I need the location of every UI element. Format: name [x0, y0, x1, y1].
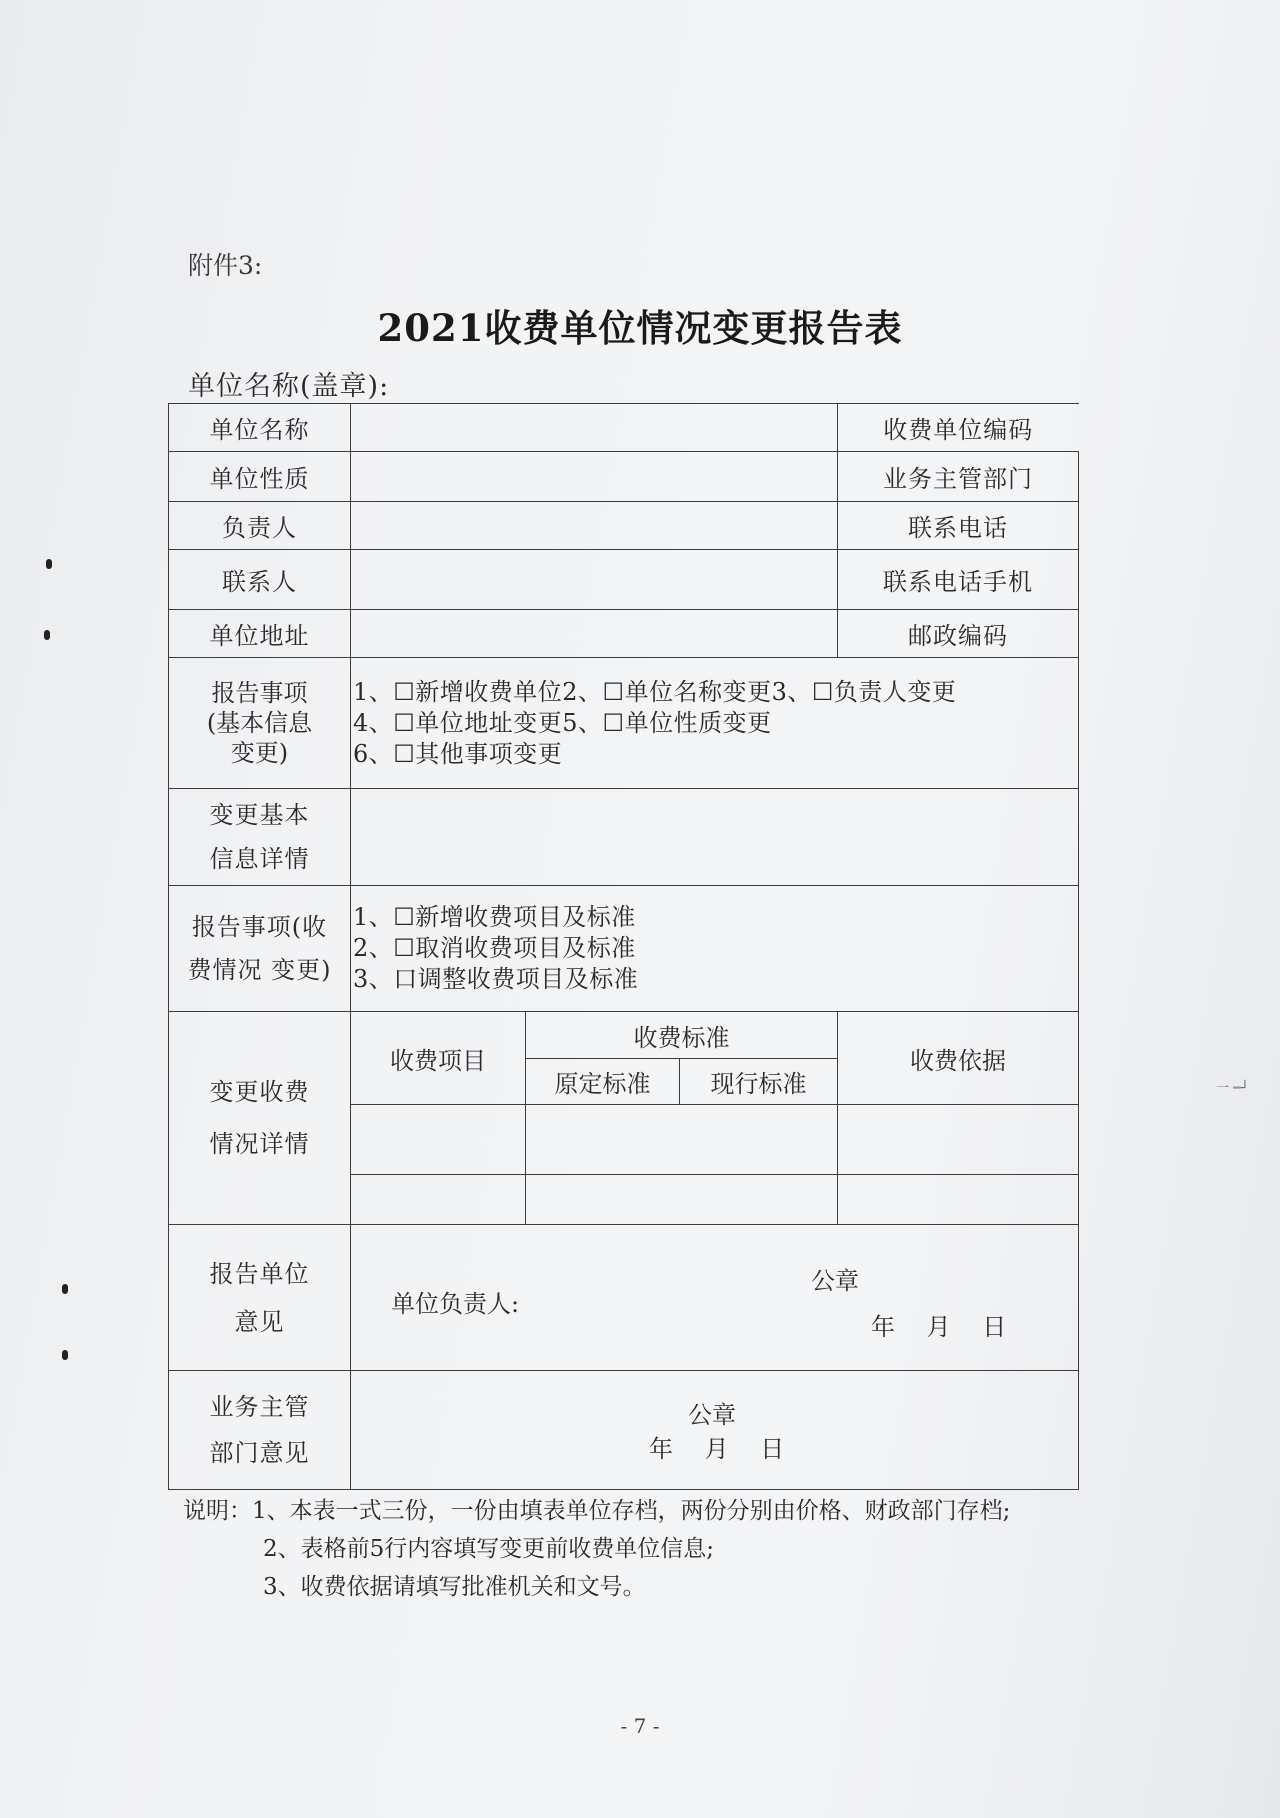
report-basic-label: 报告事项 (基本信息 变更) — [169, 658, 351, 789]
phone-label: 联系电话 — [838, 502, 1079, 550]
fee-basis-cell[interactable] — [838, 1175, 1079, 1225]
fee-item-header: 收费项目 — [351, 1012, 526, 1105]
table-row — [169, 502, 1079, 550]
notes — [183, 1492, 1010, 1606]
punch-hole — [62, 1350, 68, 1360]
table-row — [169, 1225, 1079, 1371]
punch-hole — [62, 1284, 68, 1294]
unit-name-field[interactable] — [351, 404, 838, 452]
current-standard-header: 现行标准 — [680, 1059, 838, 1105]
option-line[interactable]: 1、☐新增收费项目及标准 — [353, 903, 636, 931]
fee-detail-label: 变更收费 情况详情 — [169, 1012, 351, 1225]
fee-standard-cell[interactable] — [526, 1175, 838, 1225]
unit-nature-label: 单位性质 — [169, 452, 351, 502]
report-opinion-label: 报告单位 意见 — [169, 1225, 351, 1371]
dept-opinion-label: 业务主管 部门意见 — [169, 1371, 351, 1490]
unit-nature-field[interactable] — [351, 452, 838, 502]
table-row — [169, 550, 1079, 610]
fee-item-cell[interactable] — [351, 1175, 526, 1225]
fee-standard-cell[interactable] — [526, 1105, 838, 1175]
change-basic-detail-field[interactable] — [351, 789, 1079, 886]
margin-mark: 一 ┉┘ — [1216, 1081, 1249, 1096]
leader-label: 负责人 — [169, 502, 351, 550]
dept-label: 业务主管部门 — [838, 452, 1079, 502]
table-row — [169, 789, 1079, 886]
table-row — [169, 404, 1079, 452]
report-basic-options — [351, 658, 1079, 789]
contact-label: 联系人 — [169, 550, 351, 610]
table-row — [169, 452, 1079, 502]
unit-name-label: 单位名称 — [169, 404, 351, 452]
report-fee-label: 报告事项(收 费情况 变更) — [169, 886, 351, 1012]
note-line: 2、表格前5行内容填写变更前收费单位信息; — [263, 1536, 715, 1562]
table-row — [169, 1012, 1079, 1059]
table-row — [169, 1371, 1079, 1490]
leader-field[interactable] — [351, 502, 838, 550]
note-line: 说明：1、本表一式三份，一份由填表单位存档，两份分别由价格、财政部门存档; — [183, 1498, 1011, 1524]
address-field[interactable] — [351, 610, 838, 658]
report-fee-options — [351, 886, 1079, 1012]
unit-leader-label: 单位负责人: — [391, 1290, 520, 1318]
option-line[interactable]: 1、☐新增收费单位2、☐单位名称变更3、☐负责人变更 — [353, 677, 957, 706]
seal-label: 公章 — [811, 1267, 859, 1295]
option-line[interactable]: 6、☐其他事项变更 — [353, 739, 563, 768]
page-number: - 7 - — [620, 1714, 660, 1738]
fee-item-cell[interactable] — [351, 1105, 526, 1175]
mobile-label: 联系电话手机 — [838, 550, 1079, 610]
fee-basis-header: 收费依据 — [838, 1012, 1079, 1105]
table-row — [169, 610, 1079, 658]
report-form-table — [168, 403, 1079, 1490]
option-line[interactable]: 3、口调整收费项目及标准 — [353, 965, 639, 993]
option-line[interactable]: 4、☐单位地址变更5、☐单位性质变更 — [353, 708, 772, 737]
option-line[interactable]: 2、☐取消收费项目及标准 — [353, 934, 636, 962]
form-title: 2021收费单位情况变更报告表 — [377, 306, 903, 350]
change-basic-detail-label: 变更基本 信息详情 — [169, 789, 351, 886]
original-standard-header: 原定标准 — [526, 1059, 680, 1105]
contact-field[interactable] — [351, 550, 838, 610]
unit-name-seal-line: 单位名称(盖章): — [188, 371, 390, 402]
seal-label: 公章 — [688, 1401, 736, 1429]
address-label: 单位地址 — [169, 610, 351, 658]
attachment-label: 附件3: — [188, 251, 263, 280]
note-line: 3、收费依据请填写批准机关和文号。 — [263, 1574, 646, 1600]
fee-basis-cell[interactable] — [838, 1105, 1079, 1175]
unit-code-label: 收费单位编码 — [838, 404, 1079, 452]
date-label: 年 月 日 — [649, 1435, 785, 1463]
date-label: 年 月 日 — [871, 1313, 1007, 1341]
punch-hole — [44, 630, 50, 640]
fee-standard-header: 收费标准 — [526, 1012, 838, 1059]
report-opinion-cell[interactable] — [351, 1225, 1079, 1371]
punch-hole — [46, 559, 52, 569]
dept-opinion-cell[interactable] — [351, 1371, 1079, 1490]
table-row — [169, 658, 1079, 789]
table-row — [169, 886, 1079, 1012]
postcode-label: 邮政编码 — [838, 610, 1079, 658]
